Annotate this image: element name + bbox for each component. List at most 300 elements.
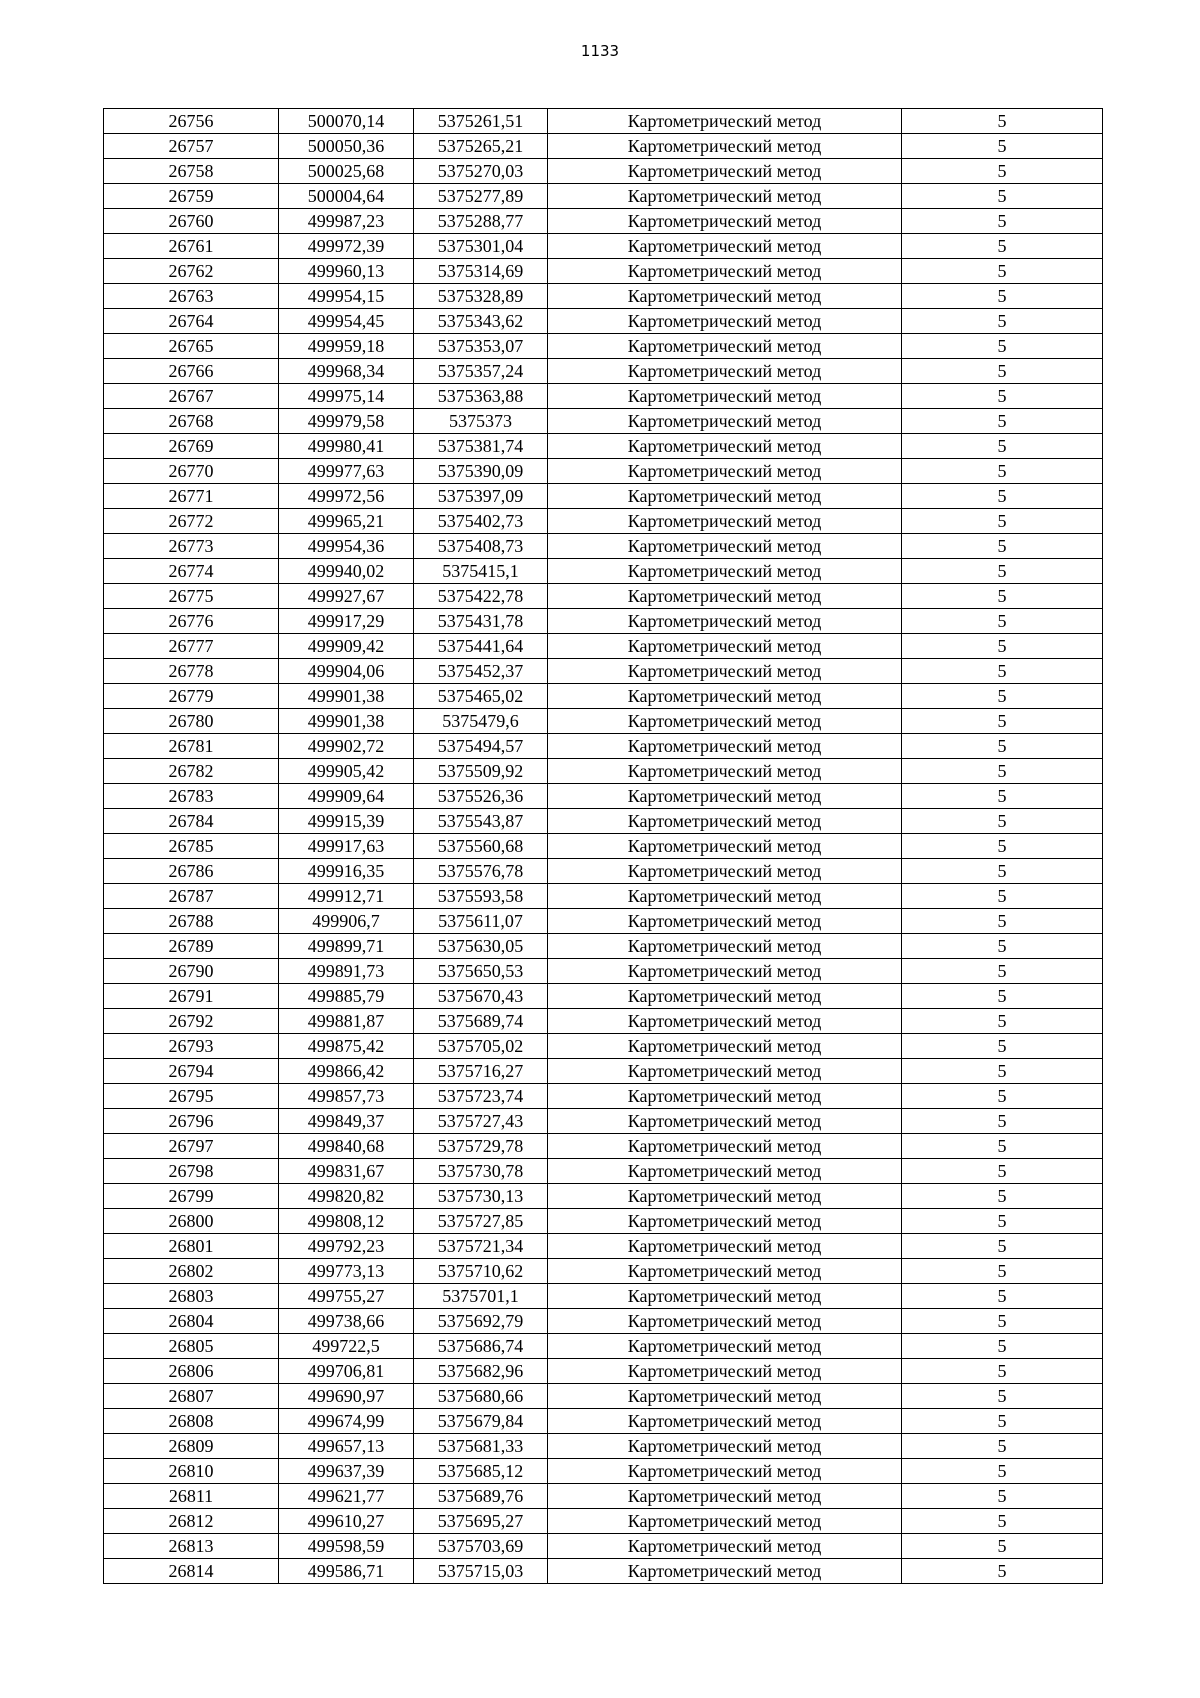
method-cell: Картометрический метод [548, 1159, 902, 1184]
x-coordinate-cell: 499808,12 [279, 1209, 414, 1234]
accuracy-cell: 5 [902, 1184, 1103, 1209]
method-cell: Картометрический метод [548, 234, 902, 259]
y-coordinate-cell: 5375265,21 [414, 134, 548, 159]
accuracy-cell: 5 [902, 684, 1103, 709]
x-coordinate-cell: 499917,29 [279, 609, 414, 634]
x-coordinate-cell: 499820,82 [279, 1184, 414, 1209]
y-coordinate-cell: 5375670,43 [414, 984, 548, 1009]
y-coordinate-cell: 5375593,58 [414, 884, 548, 909]
table-row [104, 459, 1103, 484]
table-row [104, 1309, 1103, 1334]
method-cell: Картометрический метод [548, 134, 902, 159]
x-coordinate-cell: 499885,79 [279, 984, 414, 1009]
point-number-cell: 26778 [104, 659, 279, 684]
method-cell: Картометрический метод [548, 709, 902, 734]
table-row [104, 1534, 1103, 1559]
x-coordinate-cell: 499875,42 [279, 1034, 414, 1059]
point-number-cell: 26790 [104, 959, 279, 984]
accuracy-cell: 5 [902, 934, 1103, 959]
y-coordinate-cell: 5375402,73 [414, 509, 548, 534]
point-number-cell: 26811 [104, 1484, 279, 1509]
point-number-cell: 26789 [104, 934, 279, 959]
table-row [104, 234, 1103, 259]
method-cell: Картометрический метод [548, 1459, 902, 1484]
method-cell: Картометрический метод [548, 209, 902, 234]
point-number-cell: 26759 [104, 184, 279, 209]
point-number-cell: 26788 [104, 909, 279, 934]
x-coordinate-cell: 499657,13 [279, 1434, 414, 1459]
y-coordinate-cell: 5375682,96 [414, 1359, 548, 1384]
y-coordinate-cell: 5375727,85 [414, 1209, 548, 1234]
method-cell: Картометрический метод [548, 1109, 902, 1134]
table-row [104, 609, 1103, 634]
accuracy-cell: 5 [902, 1134, 1103, 1159]
accuracy-cell: 5 [902, 1259, 1103, 1284]
point-number-cell: 26765 [104, 334, 279, 359]
y-coordinate-cell: 5375543,87 [414, 809, 548, 834]
point-number-cell: 26779 [104, 684, 279, 709]
y-coordinate-cell: 5375723,74 [414, 1084, 548, 1109]
y-coordinate-cell: 5375727,43 [414, 1109, 548, 1134]
y-coordinate-cell: 5375381,74 [414, 434, 548, 459]
x-coordinate-cell: 499940,02 [279, 559, 414, 584]
accuracy-cell: 5 [902, 834, 1103, 859]
accuracy-cell: 5 [902, 509, 1103, 534]
x-coordinate-cell: 499610,27 [279, 1509, 414, 1534]
point-number-cell: 26814 [104, 1559, 279, 1584]
y-coordinate-cell: 5375689,74 [414, 1009, 548, 1034]
table-row [104, 309, 1103, 334]
method-cell: Картометрический метод [548, 734, 902, 759]
x-coordinate-cell: 499972,39 [279, 234, 414, 259]
accuracy-cell: 5 [902, 1484, 1103, 1509]
method-cell: Картометрический метод [548, 109, 902, 134]
point-number-cell: 26785 [104, 834, 279, 859]
y-coordinate-cell: 5375526,36 [414, 784, 548, 809]
accuracy-cell: 5 [902, 609, 1103, 634]
y-coordinate-cell: 5375397,09 [414, 484, 548, 509]
y-coordinate-cell: 5375408,73 [414, 534, 548, 559]
accuracy-cell: 5 [902, 234, 1103, 259]
x-coordinate-cell: 499954,15 [279, 284, 414, 309]
table-row [104, 759, 1103, 784]
y-coordinate-cell: 5375716,27 [414, 1059, 548, 1084]
point-number-cell: 26766 [104, 359, 279, 384]
x-coordinate-cell: 499915,39 [279, 809, 414, 834]
method-cell: Картометрический метод [548, 759, 902, 784]
method-cell: Картометрический метод [548, 334, 902, 359]
point-number-cell: 26767 [104, 384, 279, 409]
point-number-cell: 26807 [104, 1384, 279, 1409]
y-coordinate-cell: 5375261,51 [414, 109, 548, 134]
y-coordinate-cell: 5375353,07 [414, 334, 548, 359]
table-row [104, 1484, 1103, 1509]
accuracy-cell: 5 [902, 584, 1103, 609]
table-row [104, 1359, 1103, 1384]
y-coordinate-cell: 5375721,34 [414, 1234, 548, 1259]
y-coordinate-cell: 5375465,02 [414, 684, 548, 709]
method-cell: Картометрический метод [548, 384, 902, 409]
x-coordinate-cell: 499912,71 [279, 884, 414, 909]
x-coordinate-cell: 499954,36 [279, 534, 414, 559]
method-cell: Картометрический метод [548, 1559, 902, 1584]
point-number-cell: 26783 [104, 784, 279, 809]
point-number-cell: 26803 [104, 1284, 279, 1309]
accuracy-cell: 5 [902, 884, 1103, 909]
table-row [104, 1409, 1103, 1434]
y-coordinate-cell: 5375701,1 [414, 1284, 548, 1309]
x-coordinate-cell: 499959,18 [279, 334, 414, 359]
y-coordinate-cell: 5375630,05 [414, 934, 548, 959]
accuracy-cell: 5 [902, 1559, 1103, 1584]
point-number-cell: 26800 [104, 1209, 279, 1234]
point-number-cell: 26777 [104, 634, 279, 659]
table-row [104, 1284, 1103, 1309]
x-coordinate-cell: 499902,72 [279, 734, 414, 759]
table-row [104, 159, 1103, 184]
y-coordinate-cell: 5375422,78 [414, 584, 548, 609]
x-coordinate-cell: 499598,59 [279, 1534, 414, 1559]
accuracy-cell: 5 [902, 1034, 1103, 1059]
point-number-cell: 26813 [104, 1534, 279, 1559]
point-number-cell: 26810 [104, 1459, 279, 1484]
method-cell: Картометрический метод [548, 434, 902, 459]
x-coordinate-cell: 499980,41 [279, 434, 414, 459]
method-cell: Картометрический метод [548, 1309, 902, 1334]
accuracy-cell: 5 [902, 1459, 1103, 1484]
accuracy-cell: 5 [902, 1159, 1103, 1184]
point-number-cell: 26804 [104, 1309, 279, 1334]
table-row [104, 434, 1103, 459]
x-coordinate-cell: 499975,14 [279, 384, 414, 409]
table-row [104, 284, 1103, 309]
y-coordinate-cell: 5375679,84 [414, 1409, 548, 1434]
table-row [104, 859, 1103, 884]
x-coordinate-cell: 499899,71 [279, 934, 414, 959]
y-coordinate-cell: 5375560,68 [414, 834, 548, 859]
y-coordinate-cell: 5375479,6 [414, 709, 548, 734]
method-cell: Картометрический метод [548, 784, 902, 809]
table-row [104, 1109, 1103, 1134]
point-number-cell: 26774 [104, 559, 279, 584]
point-number-cell: 26802 [104, 1259, 279, 1284]
accuracy-cell: 5 [902, 409, 1103, 434]
point-number-cell: 26769 [104, 434, 279, 459]
point-number-cell: 26775 [104, 584, 279, 609]
table-row [104, 1159, 1103, 1184]
table-row [104, 884, 1103, 909]
accuracy-cell: 5 [902, 984, 1103, 1009]
point-number-cell: 26801 [104, 1234, 279, 1259]
table-row [104, 684, 1103, 709]
x-coordinate-cell: 499979,58 [279, 409, 414, 434]
method-cell: Картометрический метод [548, 409, 902, 434]
table-row [104, 659, 1103, 684]
y-coordinate-cell: 5375441,64 [414, 634, 548, 659]
table-row [104, 809, 1103, 834]
x-coordinate-cell: 499674,99 [279, 1409, 414, 1434]
table-row [104, 1134, 1103, 1159]
table-row [104, 1034, 1103, 1059]
x-coordinate-cell: 499901,38 [279, 709, 414, 734]
table-row [104, 1334, 1103, 1359]
accuracy-cell: 5 [902, 1509, 1103, 1534]
table-row [104, 1384, 1103, 1409]
y-coordinate-cell: 5375650,53 [414, 959, 548, 984]
accuracy-cell: 5 [902, 1209, 1103, 1234]
method-cell: Картометрический метод [548, 1259, 902, 1284]
method-cell: Картометрический метод [548, 1534, 902, 1559]
x-coordinate-cell: 499738,66 [279, 1309, 414, 1334]
y-coordinate-cell: 5375357,24 [414, 359, 548, 384]
y-coordinate-cell: 5375288,77 [414, 209, 548, 234]
y-coordinate-cell: 5375715,03 [414, 1559, 548, 1584]
accuracy-cell: 5 [902, 1234, 1103, 1259]
table-row [104, 1084, 1103, 1109]
point-number-cell: 26757 [104, 134, 279, 159]
y-coordinate-cell: 5375681,33 [414, 1434, 548, 1459]
table-row [104, 384, 1103, 409]
method-cell: Картометрический метод [548, 1059, 902, 1084]
point-number-cell: 26782 [104, 759, 279, 784]
y-coordinate-cell: 5375363,88 [414, 384, 548, 409]
method-cell: Картометрический метод [548, 1484, 902, 1509]
accuracy-cell: 5 [902, 709, 1103, 734]
accuracy-cell: 5 [902, 1384, 1103, 1409]
point-number-cell: 26809 [104, 1434, 279, 1459]
accuracy-cell: 5 [902, 334, 1103, 359]
table-row [104, 184, 1103, 209]
point-number-cell: 26792 [104, 1009, 279, 1034]
table-row [104, 134, 1103, 159]
table-row [104, 534, 1103, 559]
point-number-cell: 26795 [104, 1084, 279, 1109]
x-coordinate-cell: 499690,97 [279, 1384, 414, 1409]
point-number-cell: 26756 [104, 109, 279, 134]
point-number-cell: 26806 [104, 1359, 279, 1384]
accuracy-cell: 5 [902, 909, 1103, 934]
y-coordinate-cell: 5375277,89 [414, 184, 548, 209]
x-coordinate-cell: 499916,35 [279, 859, 414, 884]
point-number-cell: 26793 [104, 1034, 279, 1059]
x-coordinate-cell: 500070,14 [279, 109, 414, 134]
table-row [104, 1184, 1103, 1209]
accuracy-cell: 5 [902, 1409, 1103, 1434]
accuracy-cell: 5 [902, 1059, 1103, 1084]
table-row [104, 959, 1103, 984]
y-coordinate-cell: 5375343,62 [414, 309, 548, 334]
accuracy-cell: 5 [902, 1084, 1103, 1109]
method-cell: Картометрический метод [548, 184, 902, 209]
table-row [104, 559, 1103, 584]
table-row [104, 834, 1103, 859]
method-cell: Картометрический метод [548, 1384, 902, 1409]
point-number-cell: 26799 [104, 1184, 279, 1209]
table-row [104, 634, 1103, 659]
table-row [104, 1509, 1103, 1534]
method-cell: Картометрический метод [548, 159, 902, 184]
point-number-cell: 26770 [104, 459, 279, 484]
point-number-cell: 26760 [104, 209, 279, 234]
method-cell: Картометрический метод [548, 909, 902, 934]
method-cell: Картометрический метод [548, 984, 902, 1009]
y-coordinate-cell: 5375328,89 [414, 284, 548, 309]
y-coordinate-cell: 5375373 [414, 409, 548, 434]
accuracy-cell: 5 [902, 659, 1103, 684]
point-number-cell: 26780 [104, 709, 279, 734]
x-coordinate-cell: 499773,13 [279, 1259, 414, 1284]
accuracy-cell: 5 [902, 384, 1103, 409]
point-number-cell: 26808 [104, 1409, 279, 1434]
method-cell: Картометрический метод [548, 559, 902, 584]
point-number-cell: 26764 [104, 309, 279, 334]
table-row [104, 484, 1103, 509]
y-coordinate-cell: 5375730,13 [414, 1184, 548, 1209]
table-row [104, 1259, 1103, 1284]
table-row [104, 209, 1103, 234]
table-row [104, 509, 1103, 534]
point-number-cell: 26761 [104, 234, 279, 259]
method-cell: Картометрический метод [548, 259, 902, 284]
x-coordinate-cell: 499881,87 [279, 1009, 414, 1034]
accuracy-cell: 5 [902, 259, 1103, 284]
accuracy-cell: 5 [902, 359, 1103, 384]
accuracy-cell: 5 [902, 1309, 1103, 1334]
y-coordinate-cell: 5375692,79 [414, 1309, 548, 1334]
x-coordinate-cell: 499906,7 [279, 909, 414, 934]
point-number-cell: 26796 [104, 1109, 279, 1134]
table-row [104, 1234, 1103, 1259]
point-number-cell: 26791 [104, 984, 279, 1009]
accuracy-cell: 5 [902, 1359, 1103, 1384]
y-coordinate-cell: 5375703,69 [414, 1534, 548, 1559]
x-coordinate-cell: 499960,13 [279, 259, 414, 284]
accuracy-cell: 5 [902, 484, 1103, 509]
x-coordinate-cell: 500025,68 [279, 159, 414, 184]
y-coordinate-cell: 5375431,78 [414, 609, 548, 634]
x-coordinate-cell: 499831,67 [279, 1159, 414, 1184]
y-coordinate-cell: 5375301,04 [414, 234, 548, 259]
method-cell: Картометрический метод [548, 509, 902, 534]
method-cell: Картометрический метод [548, 1184, 902, 1209]
method-cell: Картометрический метод [548, 359, 902, 384]
accuracy-cell: 5 [902, 1434, 1103, 1459]
method-cell: Картометрический метод [548, 1434, 902, 1459]
y-coordinate-cell: 5375390,09 [414, 459, 548, 484]
accuracy-cell: 5 [902, 759, 1103, 784]
accuracy-cell: 5 [902, 459, 1103, 484]
accuracy-cell: 5 [902, 1009, 1103, 1034]
x-coordinate-cell: 499905,42 [279, 759, 414, 784]
table-row [104, 984, 1103, 1009]
accuracy-cell: 5 [902, 1284, 1103, 1309]
method-cell: Картометрический метод [548, 609, 902, 634]
y-coordinate-cell: 5375710,62 [414, 1259, 548, 1284]
table-row [104, 934, 1103, 959]
table-row [104, 709, 1103, 734]
table-row [104, 784, 1103, 809]
point-number-cell: 26786 [104, 859, 279, 884]
point-number-cell: 26771 [104, 484, 279, 509]
accuracy-cell: 5 [902, 134, 1103, 159]
method-cell: Картометрический метод [548, 659, 902, 684]
method-cell: Картометрический метод [548, 684, 902, 709]
y-coordinate-cell: 5375680,66 [414, 1384, 548, 1409]
x-coordinate-cell: 499901,38 [279, 684, 414, 709]
x-coordinate-cell: 499891,73 [279, 959, 414, 984]
accuracy-cell: 5 [902, 634, 1103, 659]
point-number-cell: 26776 [104, 609, 279, 634]
x-coordinate-cell: 499849,37 [279, 1109, 414, 1134]
coordinates-table-body [104, 109, 1103, 1584]
y-coordinate-cell: 5375494,57 [414, 734, 548, 759]
method-cell: Картометрический метод [548, 884, 902, 909]
method-cell: Картометрический метод [548, 634, 902, 659]
x-coordinate-cell: 499965,21 [279, 509, 414, 534]
method-cell: Картометрический метод [548, 1359, 902, 1384]
x-coordinate-cell: 499722,5 [279, 1334, 414, 1359]
y-coordinate-cell: 5375314,69 [414, 259, 548, 284]
method-cell: Картометрический метод [548, 1209, 902, 1234]
y-coordinate-cell: 5375730,78 [414, 1159, 548, 1184]
accuracy-cell: 5 [902, 434, 1103, 459]
x-coordinate-cell: 500050,36 [279, 134, 414, 159]
method-cell: Картометрический метод [548, 534, 902, 559]
method-cell: Картометрический метод [548, 1334, 902, 1359]
accuracy-cell: 5 [902, 284, 1103, 309]
method-cell: Картометрический метод [548, 484, 902, 509]
x-coordinate-cell: 499792,23 [279, 1234, 414, 1259]
accuracy-cell: 5 [902, 309, 1103, 334]
method-cell: Картометрический метод [548, 834, 902, 859]
accuracy-cell: 5 [902, 1534, 1103, 1559]
y-coordinate-cell: 5375685,12 [414, 1459, 548, 1484]
accuracy-cell: 5 [902, 959, 1103, 984]
x-coordinate-cell: 499840,68 [279, 1134, 414, 1159]
method-cell: Картометрический метод [548, 934, 902, 959]
coordinates-table [103, 108, 1103, 1584]
y-coordinate-cell: 5375611,07 [414, 909, 548, 934]
x-coordinate-cell: 499637,39 [279, 1459, 414, 1484]
y-coordinate-cell: 5375509,92 [414, 759, 548, 784]
accuracy-cell: 5 [902, 159, 1103, 184]
x-coordinate-cell: 499954,45 [279, 309, 414, 334]
x-coordinate-cell: 499927,67 [279, 584, 414, 609]
x-coordinate-cell: 499972,56 [279, 484, 414, 509]
method-cell: Картометрический метод [548, 1009, 902, 1034]
method-cell: Картометрический метод [548, 584, 902, 609]
table-row [104, 734, 1103, 759]
x-coordinate-cell: 499909,64 [279, 784, 414, 809]
table-row [104, 1059, 1103, 1084]
method-cell: Картометрический метод [548, 859, 902, 884]
accuracy-cell: 5 [902, 1109, 1103, 1134]
table-row [104, 1559, 1103, 1584]
x-coordinate-cell: 499621,77 [279, 1484, 414, 1509]
point-number-cell: 26758 [104, 159, 279, 184]
point-number-cell: 26787 [104, 884, 279, 909]
y-coordinate-cell: 5375695,27 [414, 1509, 548, 1534]
table-row [104, 584, 1103, 609]
method-cell: Картометрический метод [548, 1234, 902, 1259]
table-row [104, 1209, 1103, 1234]
x-coordinate-cell: 499977,63 [279, 459, 414, 484]
page-number: 1133 [580, 42, 620, 60]
table-row [104, 1009, 1103, 1034]
table-row [104, 334, 1103, 359]
x-coordinate-cell: 499755,27 [279, 1284, 414, 1309]
x-coordinate-cell: 499857,73 [279, 1084, 414, 1109]
